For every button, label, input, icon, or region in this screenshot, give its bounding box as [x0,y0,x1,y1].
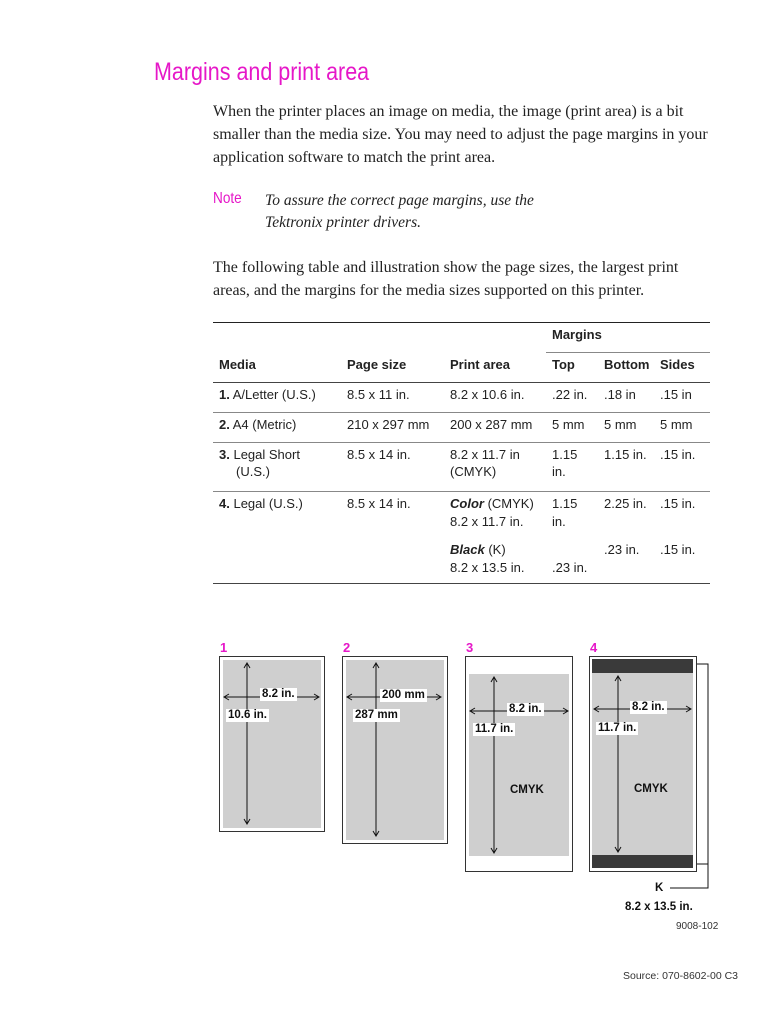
print-area-line2: (CMYK) [450,464,497,479]
color-label: Color [450,496,484,511]
margin-top-line2: in. [552,464,566,479]
note-label: Note [213,190,242,207]
height-label: 10.6 in. [228,709,267,721]
page-size: 210 x 297 mm [347,417,430,432]
width-label: 8.2 in. [262,688,295,700]
page-size: 8.5 x 11 in. [347,387,410,402]
height-label: 11.7 in. [598,722,637,734]
media-name: A/Letter (U.S.) [232,387,316,402]
header-bottom: Bottom [604,357,650,372]
source-note: Source: 070-8602-00 C3 [623,970,738,982]
media-name: A4 (Metric) [232,417,297,432]
margin-top-black: .23 in. [552,560,588,575]
width-label: 200 mm [382,689,425,701]
print-area-color-size: 8.2 x 11.7 in. [450,514,524,529]
margin-bottom: 5 mm [604,417,637,432]
intro-paragraph: When the printer places an image on media, the image (print area) is a bit smaller than the media size. You may need to adjust the page margins in your application software to match the print area. [213,103,708,166]
row-number: 1. [219,387,230,402]
diagram-number: 1 [220,640,228,655]
width-label: 8.2 in. [509,703,542,715]
margin-top-line2: in. [552,514,566,529]
margin-top: 1.15 [552,447,578,462]
page-size: 8.5 x 14 in. [347,496,411,511]
header-page-size: Page size [347,357,407,372]
figure-id: 9008-102 [676,921,719,932]
margin-bottom: .18 in [604,387,636,402]
black-suffix: (K) [484,542,506,557]
table-intro-paragraph: The following table and illustration show the page sizes, the largest print areas, and the margins for the media sizes supported on this printer. [213,259,679,299]
cmyk-label: CMYK [634,783,668,795]
media-name: Legal (U.S.) [233,496,303,511]
row-number: 4. [219,496,230,511]
header-margins: Margins [552,327,602,342]
print-area: 8.2 x 11.7 in [450,447,520,462]
diagram-number: 3 [466,640,474,655]
print-area: 200 x 287 mm [450,417,533,432]
row-number: 2. [219,417,230,432]
cmyk-label: CMYK [510,784,544,796]
black-label: Black [450,542,485,557]
margin-sides: 5 mm [660,417,693,432]
row-number: 3. [219,447,230,462]
k-size-label: 8.2 x 13.5 in. [625,901,693,913]
margin-bottom: 1.15 in. [604,447,647,462]
width-label: 8.2 in. [632,701,665,713]
diagram-number: 2 [343,640,351,655]
print-area: 8.2 x 10.6 in. [450,387,525,402]
print-area-black-size: 8.2 x 13.5 in. [450,560,525,575]
margin-top: 1.15 [552,496,578,511]
note-text: To assure the correct page margins, use the Tektronix printer drivers. [265,192,534,231]
header-top: Top [552,357,575,372]
margin-sides: .15 in [660,387,692,402]
header-media: Media [219,357,256,372]
margin-sides-black: .15 in. [660,542,696,557]
header-sides: Sides [660,357,695,372]
header-print-area: Print area [450,357,510,372]
media-name: Legal Short [233,447,300,462]
page-title: Margins and print area [154,58,370,86]
margin-sides: .15 in. [660,496,696,511]
diagram-number: 4 [590,640,598,655]
media-name-line2: (U.S.) [236,464,270,479]
margin-top: 5 mm [552,417,585,432]
height-label: 287 mm [355,709,398,721]
margin-bottom: 2.25 in. [604,496,647,511]
margin-top: .22 in. [552,387,588,402]
color-suffix: (CMYK) [483,496,534,511]
k-label: K [655,882,664,894]
margin-sides: .15 in. [660,447,696,462]
page-size: 8.5 x 14 in. [347,447,411,462]
height-label: 11.7 in. [475,723,514,735]
margin-bottom-black: .23 in. [604,542,640,557]
